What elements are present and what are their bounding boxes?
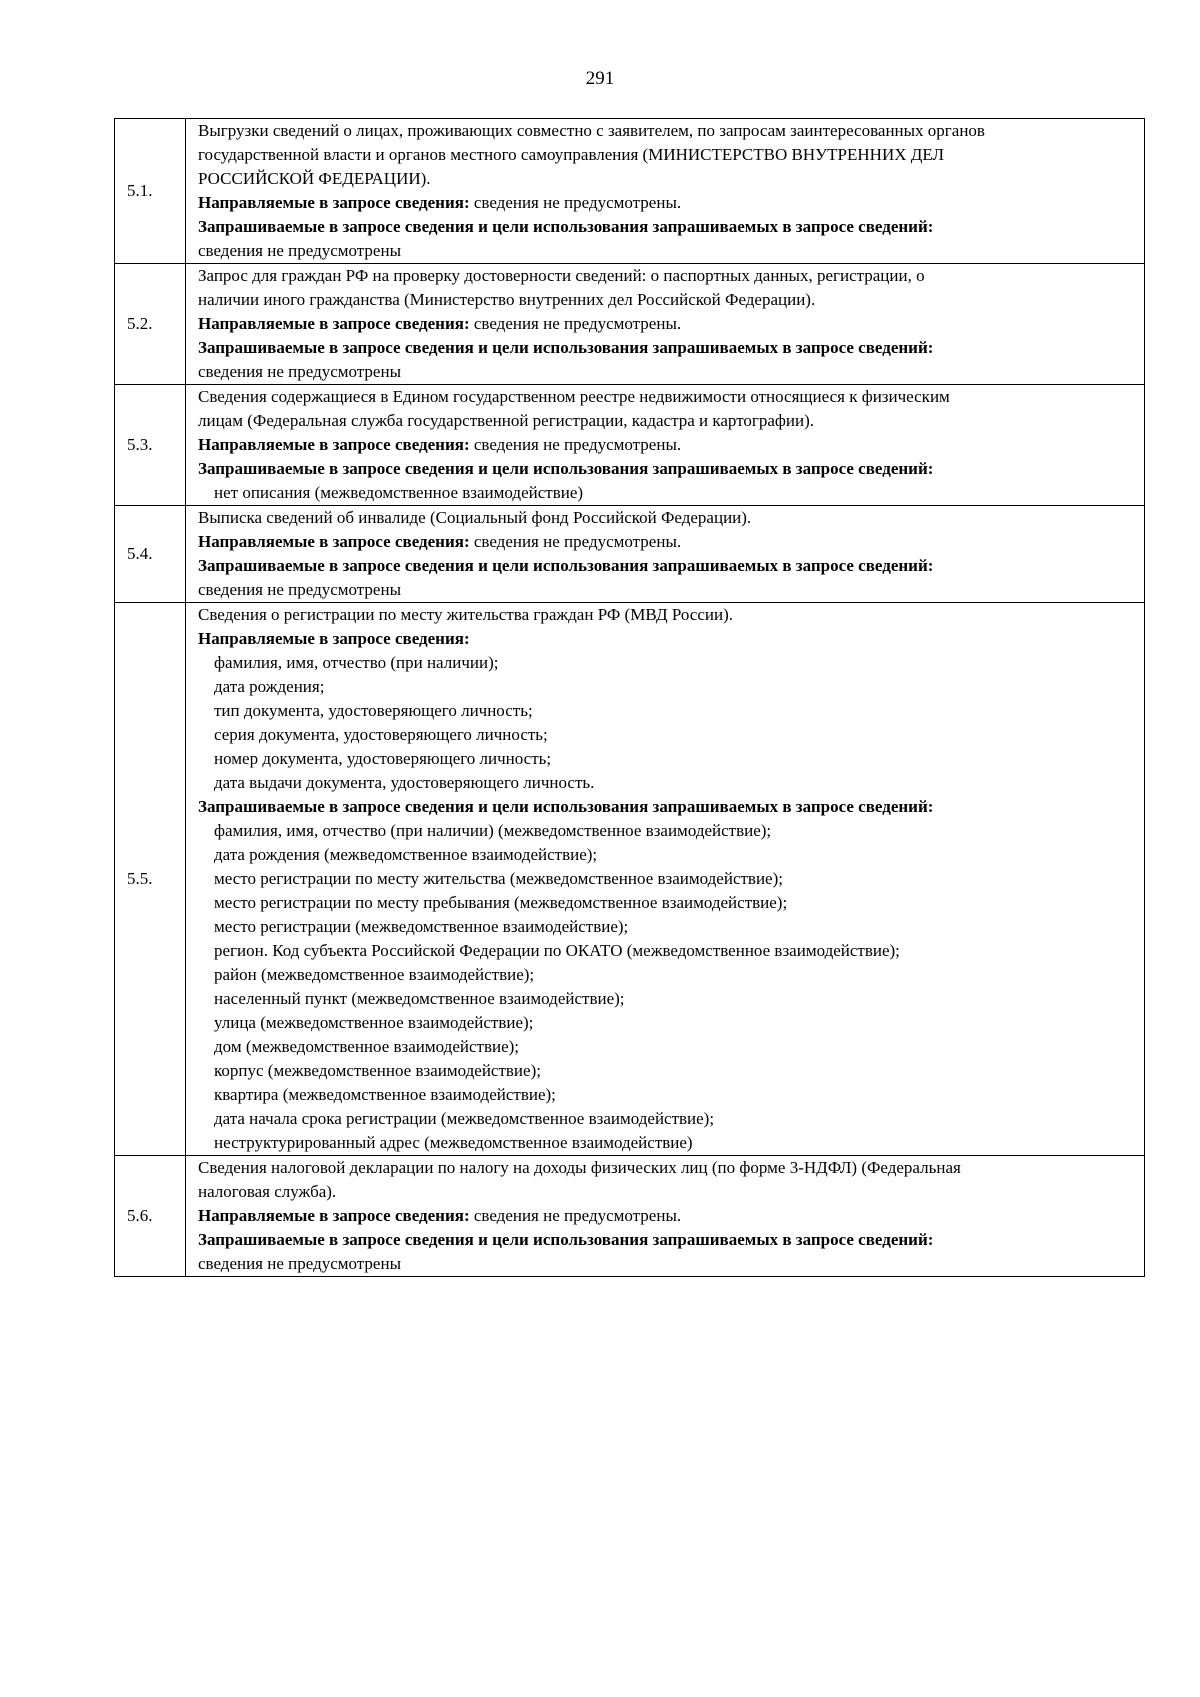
sent-info-line [198,1204,1139,1228]
requested-info-item: дом (межведомственное взаимодействие); [214,1037,519,1056]
sent-info-value: сведения не предусмотрены. [469,532,682,551]
row-title-line: Выписка сведений об инвалиде (Социальный фонд Российской Федерации). [198,508,752,527]
requested-info-label: Запрашиваемые в запросе сведения и цели использования запрашиваемых в запросе сведений: [198,459,934,478]
requested-info-label: Запрашиваемые в запросе сведения и цели использования запрашиваемых в запросе сведений: [198,1230,934,1249]
table-row [115,1156,1145,1277]
requested-info-item: дата рождения (межведомственное взаимодействие); [214,845,598,864]
requested-info-item: место регистрации (межведомственное взаимодействие); [214,917,629,936]
requested-info-value: сведения не предусмотрены [198,241,401,260]
sent-info-label: Направляемые в запросе сведения: [198,1206,470,1225]
sent-info-item: серия документа, удостоверяющего личность; [214,725,548,744]
row-title-line: государственной власти и органов местного самоуправления (МИНИСТЕРСТВО ВНУТРЕННИХ ДЕЛ [198,145,945,164]
sent-info-item: дата рождения; [214,677,325,696]
requested-info-item: неструктурированный адрес (межведомственное взаимодействие) [214,1133,693,1152]
row-title-line: лицам (Федеральная служба государственной регистрации, кадастра и картографии). [198,411,815,430]
sent-info-line [198,312,1139,336]
row-number: 5.3. [127,435,153,454]
sent-info-value: сведения не предусмотрены. [469,435,682,454]
requested-info-label: Запрашиваемые в запросе сведения и цели использования запрашиваемых в запросе сведений: [198,556,934,575]
row-title-line: Выгрузки сведений о лицах, проживающих совместно с заявителем, по запросам заинтересованных органов [198,121,985,140]
requested-info-item: улица (межведомственное взаимодействие); [214,1013,534,1032]
row-title-line: Сведения налоговой декларации по налогу на доходы физических лиц (по форме 3-НДФЛ) (Федеральная [198,1158,961,1177]
requested-info-item: место регистрации по месту пребывания (межведомственное взаимодействие); [214,893,788,912]
requested-info-value: сведения не предусмотрены [198,1254,401,1273]
sent-info-label: Направляемые в запросе сведения: [198,629,470,648]
requested-info-item: район (межведомственное взаимодействие); [214,965,535,984]
row-title-line: Запрос для граждан РФ на проверку достоверности сведений: о паспортных данных, регистрации, о [198,266,925,285]
sent-info-line [198,530,1139,554]
row-number-cell [115,506,186,603]
requested-info-item: фамилия, имя, отчество (при наличии) (межведомственное взаимодействие); [214,821,772,840]
row-number-cell [115,1156,186,1277]
table-row [115,264,1145,385]
requested-info-value: сведения не предусмотрены [198,362,401,381]
sent-info-value: сведения не предусмотрены. [469,193,682,212]
requested-info-label: Запрашиваемые в запросе сведения и цели использования запрашиваемых в запросе сведений: [198,797,934,816]
row-number: 5.4. [127,544,153,563]
sent-info-label: Направляемые в запросе сведения: [198,314,470,333]
page-number: 291 [585,68,615,89]
table-row [115,385,1145,506]
row-content-cell [186,119,1145,264]
requested-info-item: корпус (межведомственное взаимодействие); [214,1061,541,1080]
row-content-cell [186,603,1145,1156]
table-row [115,603,1145,1156]
row-number-cell [115,264,186,385]
requested-info-item: место регистрации по месту жительства (межведомственное взаимодействие); [214,869,783,888]
requested-info-item: квартира (межведомственное взаимодействие); [214,1085,556,1104]
row-content-cell [186,506,1145,603]
sent-info-item: фамилия, имя, отчество (при наличии); [214,653,499,672]
sent-info-line [198,191,1139,215]
row-title-line: Сведения о регистрации по месту жительства граждан РФ (МВД России). [198,605,734,624]
row-number: 5.1. [127,181,153,200]
services-table [114,118,1145,1277]
requested-info-label: Запрашиваемые в запросе сведения и цели использования запрашиваемых в запросе сведений: [198,217,934,236]
row-title-line: наличии иного гражданства (Министерство внутренних дел Российской Федерации). [198,290,816,309]
sent-info-label: Направляемые в запросе сведения: [198,435,470,454]
row-number-cell [115,603,186,1156]
sent-info-item: номер документа, удостоверяющего личность; [214,749,552,768]
sent-info-value: сведения не предусмотрены. [469,1206,682,1225]
sent-info-value: сведения не предусмотрены. [469,314,682,333]
requested-info-label: Запрашиваемые в запросе сведения и цели использования запрашиваемых в запросе сведений: [198,338,934,357]
table-row [115,506,1145,603]
requested-info-item: населенный пункт (межведомственное взаимодействие); [214,989,625,1008]
row-number-cell [115,119,186,264]
row-number: 5.5. [127,869,153,888]
requested-info-item: регион. Код субъекта Российской Федерации по ОКАТО (межведомственное взаимодействие); [214,941,900,960]
sent-info-item: дата выдачи документа, удостоверяющего личность. [214,773,595,792]
row-content-cell [186,264,1145,385]
row-number: 5.6. [127,1206,153,1225]
row-title-line: РОССИЙСКОЙ ФЕДЕРАЦИИ). [198,169,431,188]
row-number: 5.2. [127,314,153,333]
row-title-line: налоговая служба). [198,1182,337,1201]
requested-info-value: нет описания (межведомственное взаимодействие) [214,483,584,502]
table-row [115,119,1145,264]
row-title-line: Сведения содержащиеся в Едином государственном реестре недвижимости относящиеся к физическим [198,387,950,406]
sent-info-item: тип документа, удостоверяющего личность; [214,701,533,720]
sent-info-label: Направляемые в запросе сведения: [198,532,470,551]
sent-info-label: Направляемые в запросе сведения: [198,193,470,212]
row-number-cell [115,385,186,506]
requested-info-value: сведения не предусмотрены [198,580,401,599]
row-content-cell [186,385,1145,506]
requested-info-item: дата начала срока регистрации (межведомственное взаимодействие); [214,1109,715,1128]
sent-info-line [198,433,1139,457]
row-content-cell [186,1156,1145,1277]
